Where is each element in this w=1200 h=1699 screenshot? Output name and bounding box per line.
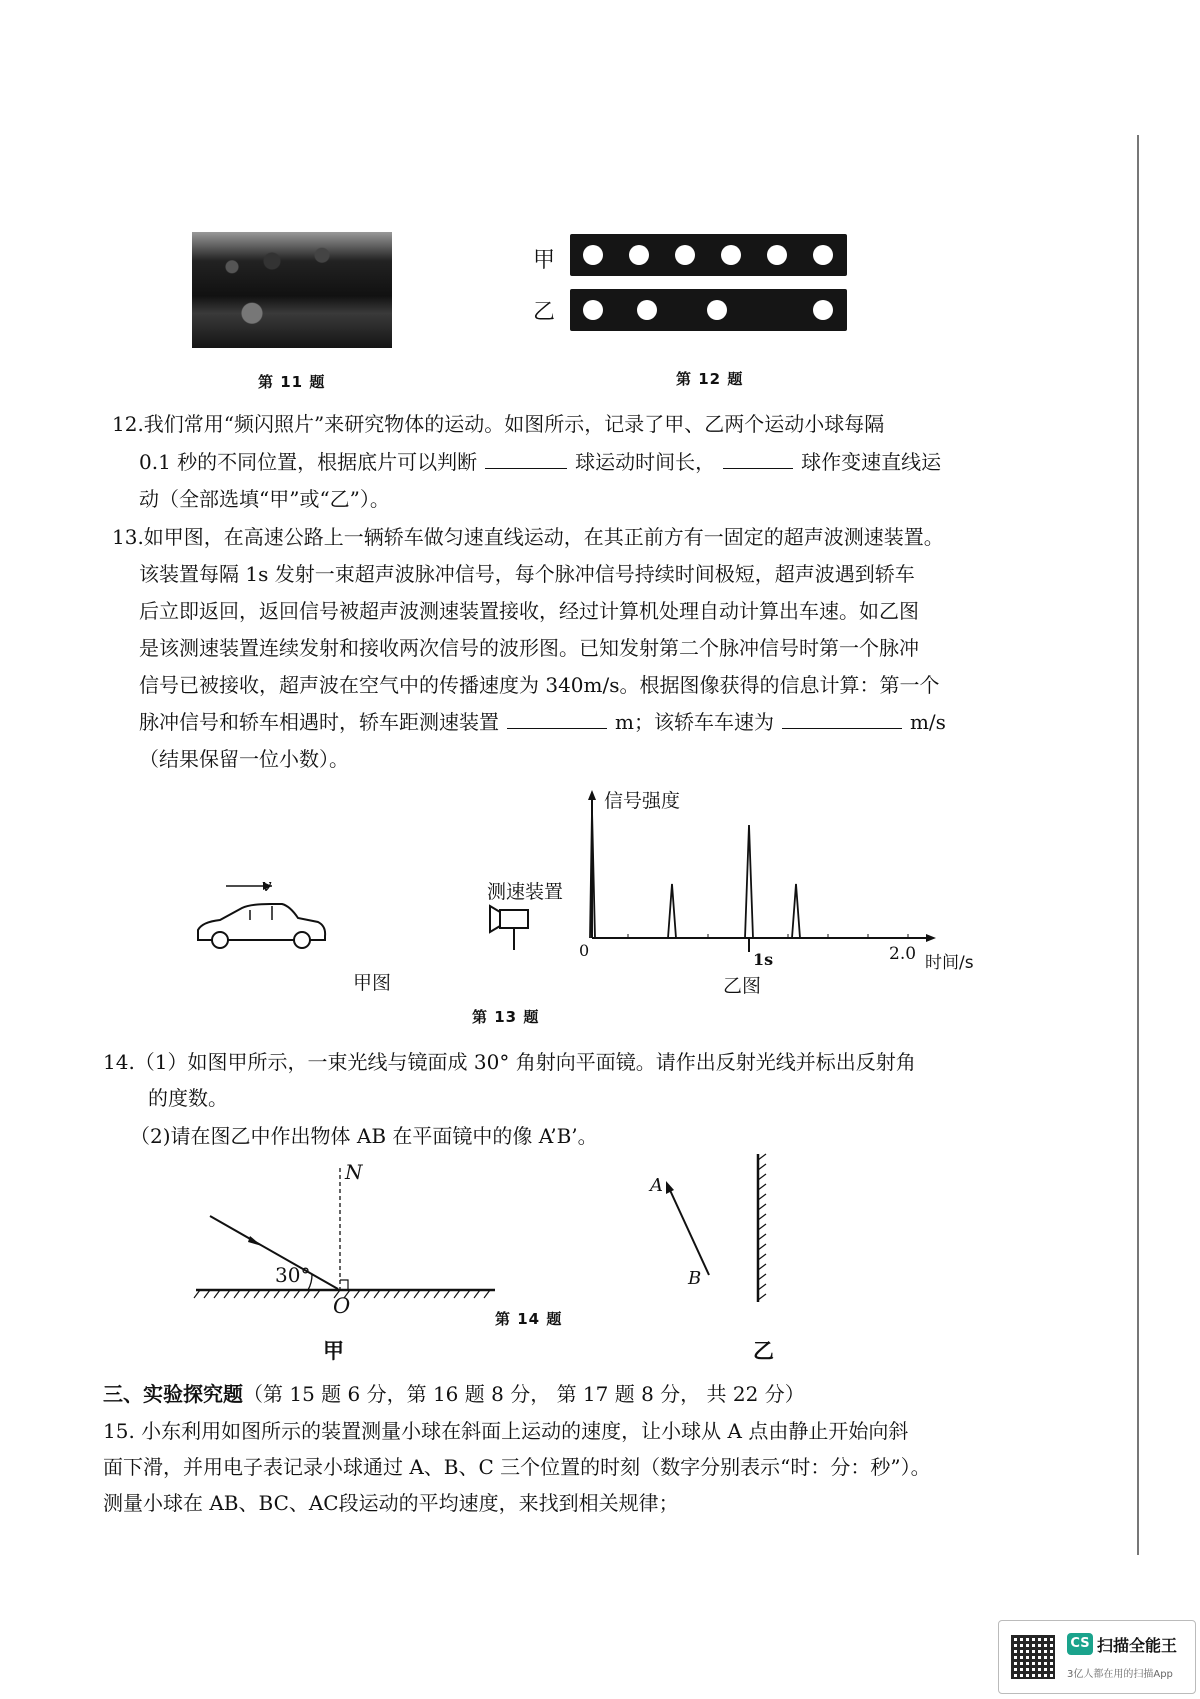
q13-line6-b: m；该轿车车速为 <box>615 710 774 734</box>
q13-line6 <box>139 704 946 740</box>
page-edge-line <box>1137 135 1139 1555</box>
ball-dot <box>583 300 603 320</box>
q12-line3: 动（全部选填“甲”或“乙”）。 <box>139 487 390 511</box>
fig13-speed-label: v <box>262 876 272 896</box>
q12-line2-a: 0.1 秒的不同位置，根据底片可以判断 <box>139 450 478 474</box>
fig13-caption: 第 13 题 <box>472 1008 540 1026</box>
fig12-strip-jia <box>570 234 847 276</box>
section3-scores: （第 15 题 6 分，第 16 题 8 分， 第 17 题 8 分， 共 22 分） <box>243 1382 805 1406</box>
q13-line6-c: m/s <box>909 710 946 734</box>
fig11-caption: 第 11 题 <box>258 373 326 391</box>
device-box <box>500 910 528 928</box>
ball-dot <box>629 245 649 265</box>
fig13-origin: 0 <box>579 941 590 960</box>
q13-line3: 后立即返回，返回信号被超声波测速装置接收，经过计算机处理自动计算出车速。如乙图 <box>139 599 919 623</box>
q15-line2: 面下滑，并用电子表记录小球通过 A、B、C 三个位置的时刻（数字分别表示“时：分：秒”）。 <box>103 1455 931 1479</box>
fig13-signal-graph <box>580 790 940 960</box>
ball-dot <box>583 245 603 265</box>
fig14-label-O: O <box>333 1294 351 1318</box>
fig14-angle: 30° <box>275 1263 311 1287</box>
q13-blank-2[interactable] <box>782 708 902 729</box>
q13-line4: 是该测速装置连续发射和接收两次信号的波形图。已知发射第二个脉冲信号时第一个脉冲 <box>139 636 919 660</box>
fig14-sub-yi: 乙 <box>753 1339 774 1363</box>
ball-dot <box>813 245 833 265</box>
ball-dot <box>767 245 787 265</box>
scanner-app-name: 扫描全能王 <box>1097 1636 1178 1655</box>
fig13-tick-2s: 2.0 <box>889 944 917 964</box>
fig13-x-axis-label: 时间/s <box>925 953 974 973</box>
q14-line2: 的度数。 <box>148 1086 228 1110</box>
qr-code <box>1011 1635 1055 1679</box>
fig14-label-B: B <box>688 1268 702 1289</box>
scanner-watermark <box>998 1620 1196 1694</box>
q15-line1: 15. 小东利用如图所示的装置测量小球在斜面上运动的速度，让小球从 A 点由静止开始向斜 <box>103 1419 909 1443</box>
ball-dot <box>675 245 695 265</box>
echo-pulse-1 <box>668 884 676 938</box>
fig14-object-diagram <box>640 1150 790 1310</box>
q14-line1: 14.（1）如图甲所示，一束光线与镜面成 30° 角射向平面镜。请作出反射光线并标出反射角 <box>103 1050 916 1074</box>
ball-dot <box>813 300 833 320</box>
ball-dot <box>707 300 727 320</box>
fig14-label-A: A <box>650 1175 663 1196</box>
fig12-strip-yi <box>570 289 847 331</box>
ball-dot <box>637 300 657 320</box>
fig14-caption: 第 14 题 <box>495 1310 563 1328</box>
incident-ray <box>210 1216 338 1289</box>
q12-blank-2[interactable] <box>723 448 793 469</box>
car-wheel <box>294 932 310 948</box>
q13-line2: 该装置每隔 1s 发射一束超声波脉冲信号，每个脉冲信号持续时间极短，超声波遇到轿车 <box>139 562 915 586</box>
q12-line2-c: 球作变速直线运 <box>801 450 942 474</box>
q12-line1: 12.我们常用“频闪照片”来研究物体的运动。如图所示，记录了甲、乙两个运动小球每隔 <box>112 412 885 436</box>
fig13-right-sublabel: 乙图 <box>723 975 762 997</box>
q12-line2-b: 球运动时间长， <box>575 450 716 474</box>
fig13-y-axis-label: 信号强度 <box>604 790 681 812</box>
q12-line2 <box>139 444 941 480</box>
fig12-caption: 第 12 题 <box>676 370 744 388</box>
q15-line3: 测量小球在 AB、BC、AC段运动的平均速度，来找到相关规律； <box>103 1491 679 1515</box>
scanner-tagline: 3亿人都在用的扫描App <box>1067 1669 1173 1680</box>
fig12-label-yi: 乙 <box>533 300 556 325</box>
q13-line7: （结果保留一位小数）。 <box>139 747 349 771</box>
section3-title: 三、实验探究题 <box>103 1382 243 1406</box>
q14-line3: （2)请在图乙中作出物体 AB 在平面镜中的像 A’B’。 <box>130 1124 598 1148</box>
car-wheel <box>212 932 228 948</box>
fig13-left-sublabel: 甲图 <box>353 972 392 994</box>
fig12-label-jia: 甲 <box>533 248 556 273</box>
fig13-tick-1s: 1s <box>753 950 774 969</box>
fig14-sub-jia: 甲 <box>323 1339 344 1363</box>
q13-blank-1[interactable] <box>507 708 607 729</box>
q13-line5: 信号已被接收，超声波在空气中的传播速度为 340m/s。根据图像获得的信息计算：第一个 <box>139 673 940 697</box>
object-AB <box>669 1188 709 1275</box>
q13-line1: 13.如甲图，在高速公路上一辆轿车做匀速直线运动，在其正前方有一固定的超声波测速装置。 <box>112 525 944 549</box>
q13-line6-a: 脉冲信号和轿车相遇时，轿车距测速装置 <box>139 710 499 734</box>
cs-badge: CS <box>1067 1633 1093 1655</box>
section3-heading <box>103 1376 805 1412</box>
fig11-photo <box>192 232 392 348</box>
q12-blank-1[interactable] <box>485 448 567 469</box>
fig14-label-N: N <box>345 1160 363 1184</box>
ball-dot <box>721 245 741 265</box>
echo-pulse-2 <box>792 884 800 938</box>
fig13-device-label: 测速装置 <box>487 881 564 903</box>
emit-pulse-2 <box>745 825 753 938</box>
